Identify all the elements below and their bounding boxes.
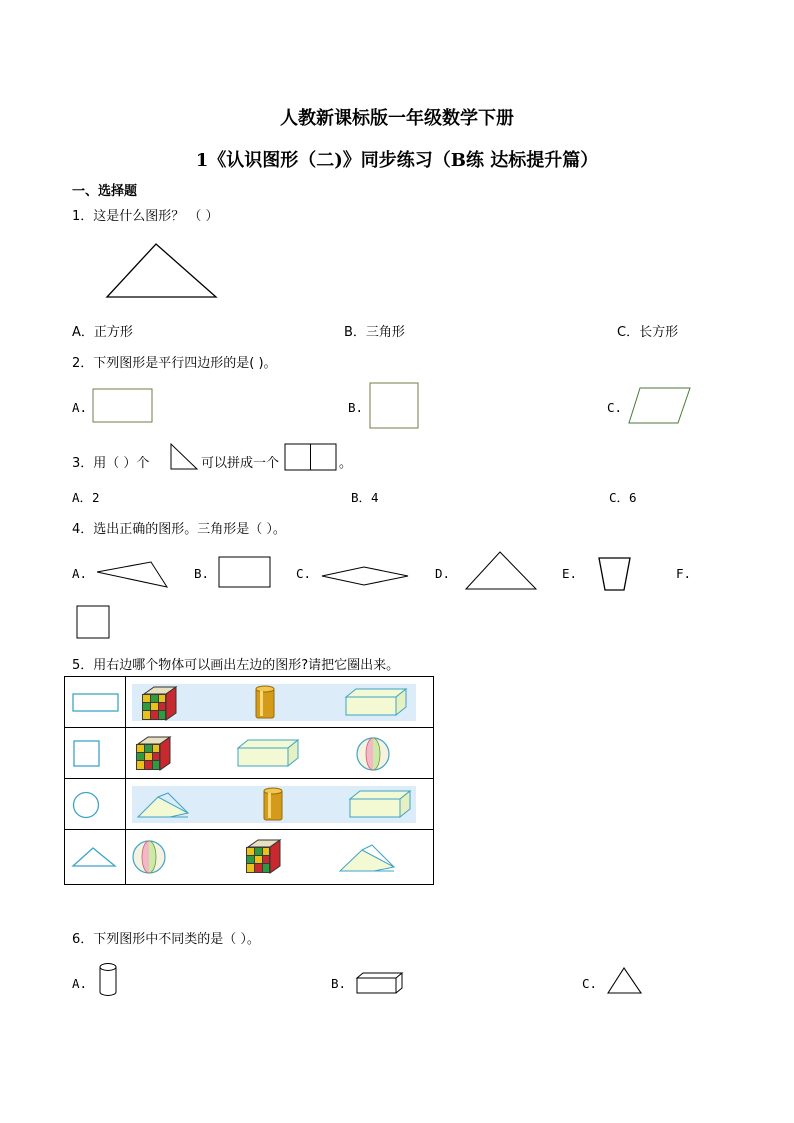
q4-label-b[interactable]: B. [194,566,210,581]
box-icon[interactable] [348,789,414,819]
ball-icon[interactable] [354,735,392,773]
table-row [65,779,434,830]
q4-label-a[interactable]: A. [72,566,88,581]
triangle-figure[interactable] [606,966,644,996]
q4-f-square-figure [76,605,111,640]
question-4-stem: 4．选出正确的图形。三角形是（ ）。 [72,522,286,537]
q4-label-e[interactable]: E. [562,566,578,581]
q2-label-c[interactable]: C. [607,400,623,415]
cylinder-figure[interactable] [98,962,120,998]
rectangle-shape-icon [72,693,120,713]
q2-label-a[interactable]: A. [72,400,88,415]
question-5-stem: 5．用右边哪个物体可以画出左边的图形?请把它圈出来。 [72,658,400,673]
ball-icon[interactable] [130,838,168,876]
q4-label-c[interactable]: C. [296,566,312,581]
question-3-stem-part2: 可以拼成一个 [201,456,280,471]
rubiks-cube-icon[interactable] [138,686,178,722]
can-icon[interactable] [254,685,276,721]
question-2-stem: 2．下列图形是平行四边形的是( )。 [72,356,277,371]
box-icon[interactable] [344,687,410,717]
q4-a-sliver-figure [95,560,170,590]
cuboid-figure[interactable] [355,971,405,995]
q2-label-b[interactable]: B. [348,400,364,415]
can-icon[interactable] [262,787,284,823]
rubiks-cube-icon[interactable] [132,736,172,772]
square-shape-icon [73,740,101,768]
q4-d-triangle-figure [464,550,538,592]
document-subtitle: 1《认识图形（二)》同步练习（B练 达标提升篇） [195,150,599,171]
q2-rectangle-figure[interactable] [92,388,154,424]
question-1-stem: 1．这是什么图形？ （ ） [72,209,219,224]
box-icon[interactable] [236,738,302,768]
triangle-shape-icon [71,845,117,869]
q4-e-trapezoid-figure [598,556,632,592]
q3-option-b[interactable]: B．4 [351,490,379,505]
triangular-prism-icon[interactable] [338,843,398,875]
question-3-stem-part1: 3．用（ ）个 [72,456,150,471]
table-row [65,677,434,728]
q4-b-rectangle-figure [218,556,272,589]
q2-square-figure[interactable] [369,382,421,430]
q5-table [64,676,434,885]
circle-shape-icon [72,791,102,821]
q4-c-rhombus-figure [320,566,412,588]
q4-label-f[interactable]: F. [676,566,692,581]
question-3-stem-part3: 。 [339,456,353,471]
q3-option-c[interactable]: C．6 [609,490,637,505]
section-heading: 一、选择题 [72,184,138,199]
q1-triangle-figure [100,240,220,300]
table-row [65,830,434,885]
q1-option-b[interactable]: B．三角形 [344,325,405,340]
q4-label-d[interactable]: D. [435,566,451,581]
q6-label-a[interactable]: A. [72,976,88,991]
q1-option-c[interactable]: C．长方形 [617,325,679,340]
q3-small-triangle-figure [170,443,200,471]
q6-label-c[interactable]: C. [582,976,598,991]
q3-option-a[interactable]: A．2 [72,490,100,505]
q6-label-b[interactable]: B. [331,976,347,991]
q1-option-a[interactable]: A．正方形 [72,325,133,340]
q2-parallelogram-figure[interactable] [628,387,692,425]
document-title: 人教新课标版一年级数学下册 [280,108,514,129]
rubiks-cube-icon[interactable] [242,839,282,875]
triangular-prism-icon[interactable] [136,791,192,821]
table-row [65,728,434,779]
question-6-stem: 6．下列图形中不同类的是（ ）。 [72,932,260,947]
q3-double-square-figure [284,443,338,471]
